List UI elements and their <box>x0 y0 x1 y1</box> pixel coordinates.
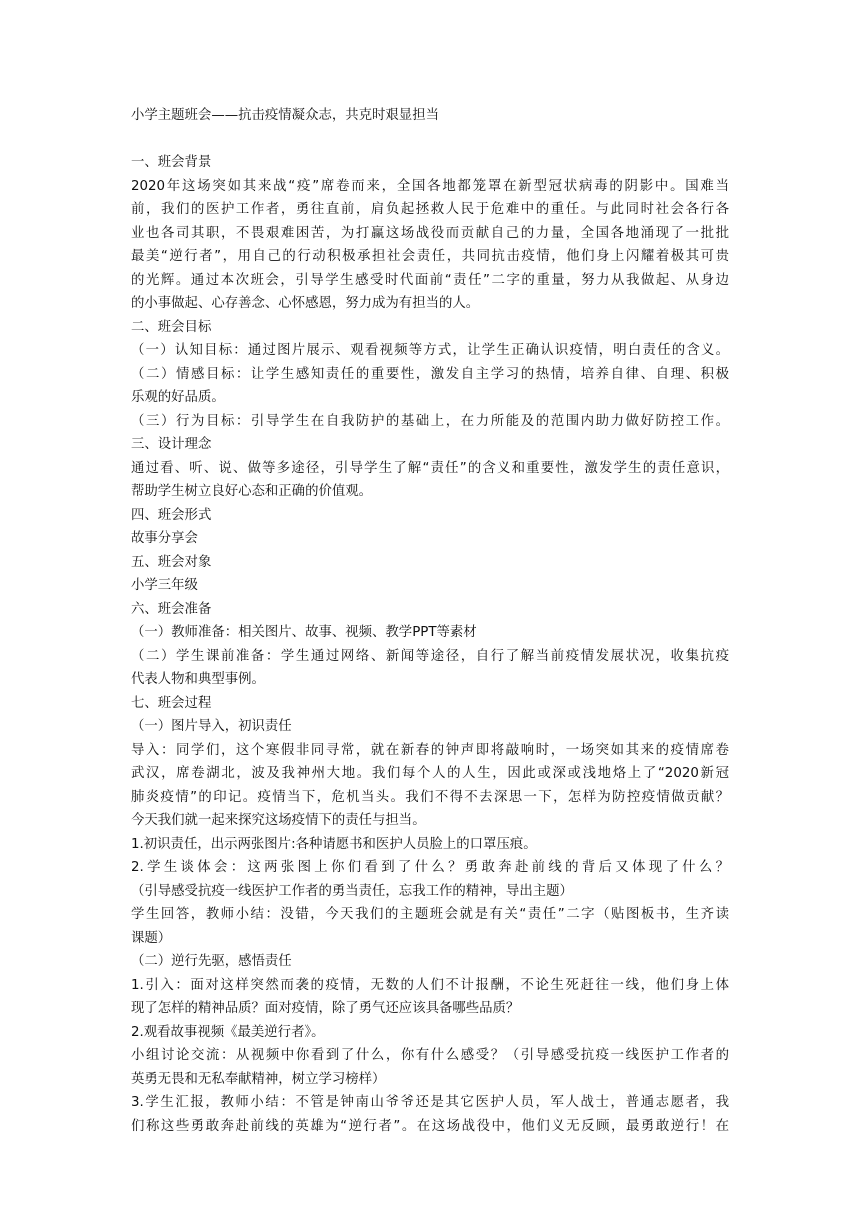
body-line: （一）教师准备：相关图片、故事、视频、教学PPT等素材 <box>131 625 477 640</box>
body-line: （二）逆行先驱，感悟责任 <box>131 954 292 969</box>
body-line: 一、班会背景 <box>131 155 212 170</box>
body-line: 五、班会对象 <box>131 554 212 570</box>
body-line: 小学三年级 <box>131 578 198 593</box>
body-line: 最美“逆行者”，用自己的行动积极承担社会责任，共同抗击疫情，他们身上闪耀着极其可贵 <box>131 249 729 264</box>
body-line: 课题） <box>131 930 172 946</box>
body-line: 现了怎样的精神品质？面对疫情，除了勇气还应该具备哪些品质？ <box>131 1001 520 1016</box>
body-line: 四、班会形式 <box>131 507 212 523</box>
body-line: 业也各司其职，不畏艰难困苦，为打赢这场战役而贡献自己的力量，全国各地涌现了一批批 <box>131 225 729 241</box>
body-line: 帮助学生树立良好心态和正确的价值观。 <box>131 484 373 499</box>
body-line: 们称这些勇敢奔赴前线的英雄为“逆行者”。在这场战役中，他们义无反顾，最勇敢逆行！在 <box>131 1118 729 1134</box>
body-line: （一）图片导入，初识责任 <box>131 719 292 734</box>
body-line: 英勇无畏和无私奉献精神，树立学习榜样） <box>131 1071 386 1087</box>
document-title: 小学主题班会——抗击疫情凝众志，共克时艰显担当 <box>131 108 439 123</box>
body-line: 故事分享会 <box>131 531 198 546</box>
body-line: 武汉，席卷湖北，波及我神州大地。我们每个人的人生，因此或深或浅地烙上了“2020新冠 <box>131 766 729 781</box>
body-line: 2020年这场突如其来战“疫”席卷而来，全国各地都笼罩在新型冠状病毒的阴影中。国难当 <box>131 178 729 194</box>
body-line: 学生回答，教师小结：没错，今天我们的主题班会就是有关“责任”二字（贴图板书，生齐读 <box>131 907 729 922</box>
body-line: 七、班会过程 <box>131 695 212 711</box>
body-line: （引导感受抗疫一线医护工作者的勇当责任，忘我工作的精神，导出主题） <box>131 883 573 899</box>
body-line: 代表人物和典型事例。 <box>131 672 265 687</box>
body-line: （二）学生课前准备：学生通过网络、新闻等途径，自行了解当前疫情发展状况，收集抗疫 <box>131 648 729 664</box>
body-line: 二、班会目标 <box>131 319 212 335</box>
body-line: 导入：同学们，这个寒假非同寻常，就在新春的钟声即将敲响时，一场突如其来的疫情席卷 <box>131 742 729 758</box>
body-line: 乐观的好品质。 <box>131 390 225 405</box>
body-line: 的光辉。通过本次班会，引导学生感受时代面前“责任”二字的重量，努力从我做起、从身边 <box>131 272 729 288</box>
body-line: 2.学生谈体会：这两张图上你们看到了什么？勇敢奔赴前线的背后又体现了什么？ <box>131 860 729 875</box>
body-line: 六、班会准备 <box>131 601 212 617</box>
body-line: 2.观看故事视频《最美逆行者》。 <box>131 1024 325 1040</box>
body-line: （三）行为目标：引导学生在自我防护的基础上，在力所能及的范围内助力做好防控工作。 <box>131 413 729 429</box>
body-line: 前，我们的医护工作者，勇往直前，肩负起拯救人民于危难中的重任。与此同时社会各行各 <box>131 202 729 217</box>
body-line: 肺炎疫情”的印记。疫情当下，危机当头。我们不得不去深思一下，怎样为防控疫情做贡献？ <box>131 789 729 805</box>
body-line: 1.初识责任，出示两张图片:各种请愿书和医护人员脸上的口罩压痕。 <box>131 836 537 852</box>
document-page <box>131 104 729 1138</box>
body-line: 三、设计理念 <box>131 437 212 452</box>
body-line: 小组讨论交流：从视频中你看到了什么，你有什么感受？（引导感受抗疫一线医护工作者的 <box>131 1048 729 1063</box>
title-spacer <box>131 128 729 152</box>
body-line: 今天我们就一起来探究这场疫情下的责任与担当。 <box>131 813 426 828</box>
body-line: 3.学生汇报，教师小结：不管是钟南山爷爷还是其它医护人员，军人战士，普通志愿者，我 <box>131 1095 729 1110</box>
body-line: 1.引入：面对这样突然而袭的疫情，无数的人们不计报酬，不论生死赶往一线，他们身上体 <box>131 977 729 993</box>
body-line: 的小事做起、心存善念、心怀感恩，努力成为有担当的人。 <box>131 296 480 311</box>
body-line: 通过看、听、说、做等多途径，引导学生了解“责任”的含义和重要性，激发学生的责任意识， <box>131 460 729 476</box>
document-body <box>131 151 729 1138</box>
body-line: （一）认知目标：通过图片展示、观看视频等方式，让学生正确认识疫情，明白责任的含义。 <box>131 343 729 358</box>
body-line: （二）情感目标：让学生感知责任的重要性，激发自主学习的热情，培养自律、自理、积极 <box>131 366 729 382</box>
